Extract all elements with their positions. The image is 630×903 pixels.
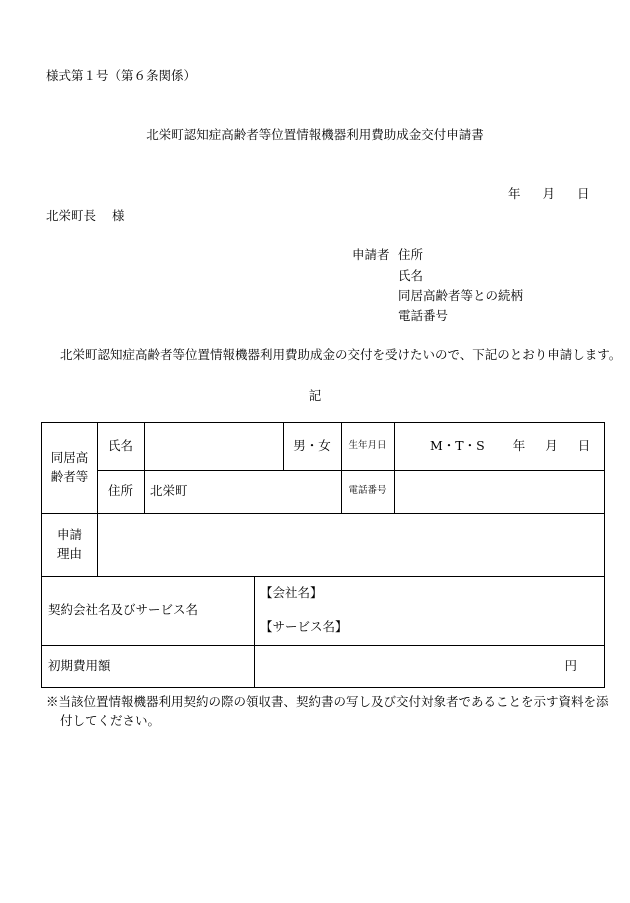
birth-date-value[interactable] [394, 423, 605, 470]
elderly-address-label: 住所 [107, 483, 133, 499]
applicant-address-label: 住所 [398, 247, 424, 262]
initial-cost-label-text: 初期費用額 [48, 657, 111, 673]
initial-cost-label [42, 645, 254, 687]
birth-day: 日 [577, 438, 591, 454]
elderly-phone-value[interactable] [394, 470, 605, 513]
company-name-label: 【会社名】 [260, 584, 323, 600]
application-date [508, 184, 590, 202]
request-statement: 北栄町認知症高齢者等位置情報機器利用費助成金の交付を受けたいので、下記のとおり申請します。 [60, 347, 622, 362]
initial-cost-value[interactable] [254, 645, 605, 687]
elderly-label-line1: 同居高 [50, 450, 89, 466]
note-line-2: 付してください。 [60, 713, 161, 728]
elderly-address-value[interactable] [144, 470, 341, 513]
date-month: 月 [542, 186, 556, 201]
applicant-name-label: 氏名 [398, 268, 424, 283]
addressee-honorific: 様 [112, 208, 125, 223]
elderly-name-value[interactable] [144, 423, 283, 470]
contract-label [42, 576, 254, 645]
document-title: 北栄町認知症高齢者等位置情報機器利用費助成金交付申請書 [146, 127, 484, 142]
gender-options[interactable]: 男・女 [293, 438, 331, 454]
contract-value[interactable] [254, 576, 605, 645]
addressee-name: 北栄町長 [46, 208, 97, 223]
yen-unit: 円 [564, 657, 577, 673]
elderly-label-line2: 齢者等 [50, 469, 89, 484]
birth-month: 月 [545, 438, 558, 454]
application-table [41, 422, 605, 688]
addressee [46, 206, 125, 224]
reason-value[interactable] [97, 513, 605, 576]
elderly-name-label: 氏名 [107, 438, 133, 454]
applicant-phone-label: 電話番号 [398, 308, 449, 323]
birth-date-label: 生年月日 [348, 440, 387, 452]
note-line-1: ※当該位置情報機器利用契約の際の領収書、契約書の写し及び交付対象者であることを示す資料を添 [46, 694, 609, 709]
ki-heading: 記 [308, 388, 322, 403]
date-year: 年 [508, 186, 521, 201]
elderly-phone-label: 電話番号 [348, 485, 387, 497]
date-day: 日 [577, 186, 590, 201]
applicant-relation-label: 同居高齢者等との続柄 [398, 288, 524, 303]
form-number: 様式第１号（第６条関係） [46, 68, 197, 83]
reason-label [42, 513, 97, 576]
birth-year: 年 [512, 438, 526, 454]
contract-label-text: 契約会社名及びサービス名 [48, 602, 199, 618]
applicant-label: 申請者 [352, 247, 390, 262]
address-prefix: 北栄町 [150, 483, 188, 499]
reason-label-line1: 申請 [56, 526, 82, 542]
service-name-label: 【サービス名】 [260, 619, 348, 635]
reason-label-line2: 理由 [56, 545, 82, 561]
elderly-label [42, 423, 97, 513]
era-options: M・T・S [430, 438, 485, 454]
